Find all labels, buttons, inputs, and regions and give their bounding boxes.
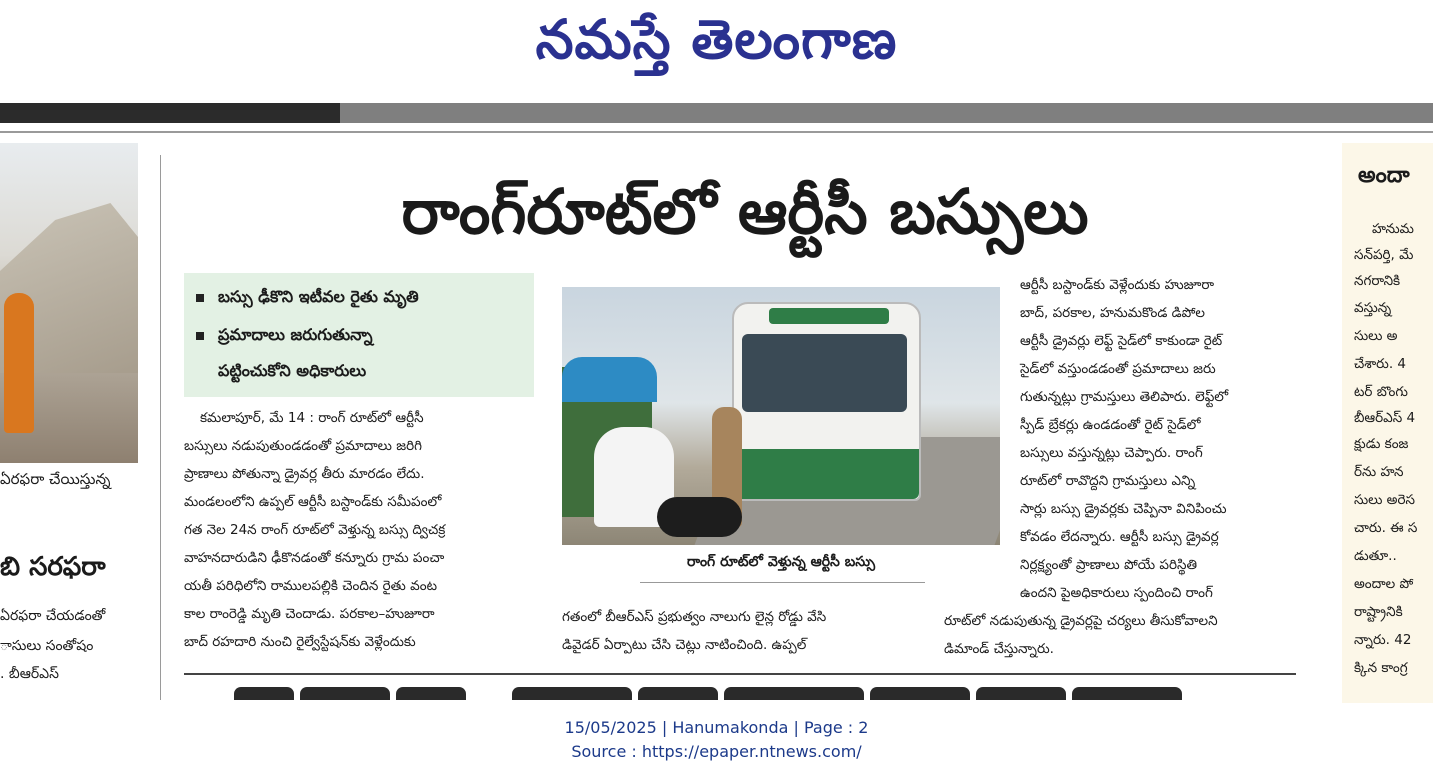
left-article-heading: బి సరఫరా [0, 552, 106, 582]
bus-destination-board [769, 308, 889, 324]
article-line: వాహనదారుడిని ఢీకొనడంతో కన్నూరు గ్రామ పంచా [184, 550, 445, 566]
highlight-text: ప్రమాదాలు జరుగుతున్నా [218, 325, 373, 344]
caption-rule [640, 582, 925, 583]
highlight-item [196, 325, 373, 348]
right-article-line: ర్‌ను హన [1354, 464, 1404, 480]
article-column-3 [1020, 271, 1300, 579]
article-line: కోవడం లేదన్నారు. ఆర్టీసీ బస్సు డ్రైవర్ల [1020, 529, 1219, 545]
right-article-line: హనుమ [1372, 221, 1414, 237]
article-line: సార్లు బస్సు డ్రైవర్లకు చెప్పినా వినిపించు [1020, 501, 1227, 517]
article-headline: రాంగ్‌రూట్‌లో ఆర్టీసీ బస్సులు [401, 175, 1089, 248]
highlights-box [184, 273, 534, 397]
article-line: స్పీడ్ బ్రేకర్లు ఉండడంతో రైట్ సైడ్‌లో [1020, 417, 1201, 433]
left-photo-caption: ఏరఫరా చేయిస్తున్న [0, 470, 111, 488]
article-line: గుతున్నట్లు గ్రామస్తులు తెలిపారు. లెఫ్ట్‌లో [1020, 389, 1229, 405]
article-line: బస్సులు నడుపుతుండడంతో ప్రమాదాలు జరిగి [184, 438, 422, 454]
masthead-rule-dark [0, 103, 340, 123]
bus-windshield [742, 334, 907, 412]
article-line: డివైడర్ ఏర్పాటు చేసి చెట్లు నాటించింది. ఉప్పల్ [562, 637, 807, 653]
right-article-line: చేశారు. 4 [1354, 356, 1407, 372]
article-line: డిమాండ్ చేస్తున్నారు. [944, 641, 1054, 657]
article-line: సైడ్‌లో వస్తుండడంతో ప్రమాదాలు జరు [1020, 361, 1216, 377]
highlight-text: పట్టించుకోని అధికారులు [218, 361, 367, 380]
right-article-line: సులు అరెస [1354, 492, 1415, 508]
highlight-text: బస్సు ఢీకొని ఇటీవల రైతు మృతి [218, 287, 419, 306]
article-line: బాద్, పరకాల, హనుమకొండ డిపోల [1020, 305, 1205, 321]
right-article-line: అందాల పో [1354, 576, 1414, 592]
left-article-line: ాసులు సంతోషం [0, 638, 94, 654]
column-divider [160, 155, 161, 700]
right-article-line: డుతూ.. [1354, 548, 1397, 564]
page-footer [0, 706, 1433, 781]
right-article [1342, 143, 1433, 703]
right-article-line: సులు అ [1354, 328, 1398, 344]
article-column-2 [562, 603, 932, 659]
left-article-line: . బీఆర్ఎస్ [0, 666, 59, 682]
right-article-line: చారు. ఈ స [1354, 520, 1418, 536]
article-line: బస్సులు వస్తున్నట్లు చెప్పారు. రాంగ్ [1020, 445, 1203, 461]
article-line: ఉందని పైఅధికారులు స్పందించి రాంగ్ [1020, 585, 1213, 601]
article-line: నిర్లక్ష్యంతో ప్రాణాలు పోయే పరిస్థితి [1020, 557, 1198, 573]
masthead [0, 0, 1433, 100]
article-line: బాద్ రహదారి నుంచి రైల్వేస్టేషన్‌కు వెళ్లేందుకు [184, 634, 416, 650]
motorbike-icon [657, 497, 742, 537]
right-article-line: క్షుడు కంజ [1354, 436, 1409, 452]
left-article-line: ఏరఫరా చేయడంతో [0, 608, 106, 624]
left-article-photo [0, 143, 138, 463]
article-line: రూట్‌లో నడుపుతున్న డ్రైవర్లపై చర్యలు తీసుకోవాలని [944, 613, 1218, 629]
article-line: ఆర్టీసీ డ్రైవర్లు లెఫ్ట్ సైడ్‌లో కాకుండా రైట్ [1020, 333, 1223, 349]
article-line: మండలంలోని ఉప్పల్ ఆర్టీసీ బస్టాండ్‌కు సమీపంలో [184, 494, 442, 510]
article-line: రూట్‌లో రావొద్దని గ్రామస్తులు ఎన్ని [1020, 473, 1196, 489]
photo-caption: రాంగ్ రూట్‌లో వెళ్తున్న ఆర్టీసీ బస్సు [686, 554, 875, 570]
person-figure [4, 293, 34, 433]
masthead-rule-thin [0, 131, 1433, 133]
edition-info: 15/05/2025 | Hanumakonda | Page : 2 [564, 718, 869, 737]
article-bottom-rule [184, 673, 1296, 675]
bullet-icon [196, 332, 204, 340]
article-line: గతంలో బీఆర్ఎస్ ప్రభుత్వం నాలుగు లైన్ల రోడ్డు వేసి [562, 609, 827, 625]
right-article-line: రాష్ట్రానికి [1354, 604, 1403, 620]
right-article-line: వస్తున్న [1354, 300, 1392, 316]
article-line: ఆర్టీసీ బస్టాండ్‌కు వెళ్లేందుకు హుజూరా [1020, 277, 1214, 293]
bus-photo [562, 287, 1000, 545]
article-line: యతీ పరిధిలోని రాములపల్లికి చెందిన రైతు వంట [184, 578, 437, 594]
right-article-line: సన్‌పర్తి, మే [1354, 247, 1414, 263]
right-article-line: న్నారు. 42 [1354, 632, 1412, 648]
newspaper-logo: నమస్తే తెలంగాణ [535, 8, 898, 71]
article-column-3-wide [944, 579, 1300, 663]
highlight-item [218, 361, 366, 384]
masthead-rule-gray [340, 103, 1433, 123]
bullet-icon [196, 294, 204, 302]
article-line: ప్రాణాలు పోతున్నా డ్రైవర్ల తీరు మారడం లేదు. [184, 466, 425, 482]
bus-icon [732, 302, 921, 501]
next-headline-cutoff [184, 686, 1296, 700]
right-article-line: నగరానికి [1354, 273, 1401, 289]
article-line: గత నెల 24న రాంగ్ రూట్‌లో వెళ్తున్న బస్సు ద్విచక్ర [184, 522, 446, 538]
article-line: కమలాపూర్, మే 14 : రాంగ్ రూట్‌లో ఆర్టీసీ [200, 410, 424, 426]
right-article-line: బీఆర్ఎస్ 4 [1354, 410, 1416, 426]
right-article-heading: అందా [1358, 163, 1410, 188]
article-line: కాల రాంరెడ్డి మృతి చెందాడు. పరకాల–హుజూరా [184, 606, 435, 622]
tarp-shape [562, 357, 657, 402]
article-column-1 [184, 404, 539, 656]
right-article-line: టర్ బొంగు [1354, 384, 1408, 400]
source-link[interactable]: Source : https://epaper.ntnews.com/ [571, 742, 862, 761]
highlight-item [196, 287, 419, 310]
bus-green-panel [734, 449, 919, 499]
right-article-line: క్కిన కాంగ్ర [1354, 660, 1408, 676]
